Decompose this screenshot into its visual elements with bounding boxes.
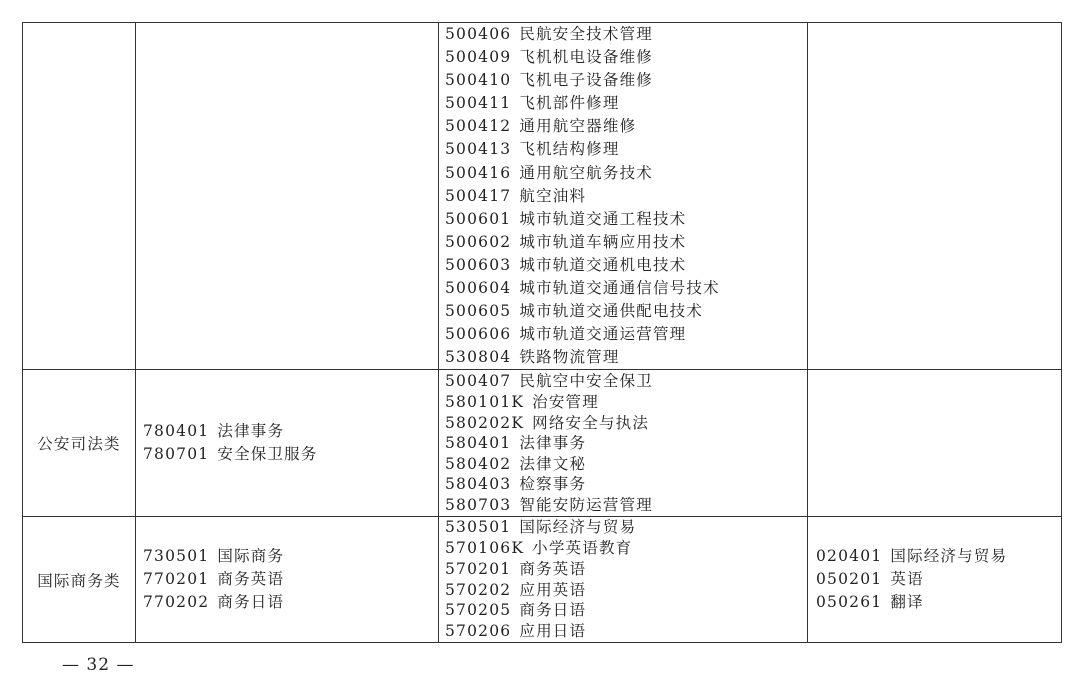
major-code: 500606 (445, 325, 512, 344)
major-item (445, 185, 807, 208)
major-name: 网络安全与执法 (532, 413, 650, 432)
major-item (445, 392, 807, 413)
major-name: 国际经济与贸易 (890, 546, 1008, 565)
major-code: 500409 (445, 48, 512, 67)
major-item (143, 568, 438, 591)
major-code: 780401 (143, 422, 210, 441)
col4-majors-cell (808, 370, 1062, 517)
category-label: 公安司法类 (37, 435, 121, 454)
major-name: 检察事务 (519, 475, 587, 494)
category-label: 国际商务类 (37, 571, 121, 590)
major-list (439, 371, 807, 515)
major-item (445, 433, 807, 454)
major-code: 500416 (445, 163, 512, 182)
major-item (445, 69, 807, 92)
major-name: 城市轨道交通机电技术 (519, 255, 687, 274)
major-item (445, 371, 807, 392)
major-code: 570202 (445, 580, 512, 599)
major-item (445, 23, 807, 46)
major-code: 570206 (445, 621, 512, 640)
major-code: 580403 (445, 475, 512, 494)
major-code: 500410 (445, 71, 512, 90)
col4-majors-cell (808, 517, 1062, 642)
major-code: 770201 (143, 569, 210, 588)
major-name: 国际商务 (217, 546, 285, 565)
major-name: 翻译 (890, 593, 924, 612)
category-cell (23, 23, 136, 370)
major-code: 530501 (445, 518, 512, 537)
major-name: 城市轨道交通通信信号技术 (519, 279, 720, 298)
major-code: 730501 (143, 546, 210, 565)
major-item (143, 420, 438, 443)
major-item (445, 300, 807, 323)
major-code: 500601 (445, 209, 512, 228)
major-code: 580401 (445, 434, 512, 453)
major-code: 570205 (445, 601, 512, 620)
major-name: 智能安防运营管理 (519, 495, 653, 514)
major-code: 050201 (816, 569, 883, 588)
major-item (445, 580, 807, 601)
major-name: 通用航空器维修 (519, 117, 637, 136)
major-item (445, 115, 807, 138)
col3-majors-cell (439, 517, 808, 642)
major-name: 飞机部件修理 (519, 94, 620, 113)
major-name: 城市轨道交通供配电技术 (519, 302, 704, 321)
major-list (439, 23, 807, 369)
major-name: 法律事务 (217, 422, 285, 441)
major-name: 应用英语 (519, 580, 587, 599)
major-name: 商务日语 (217, 593, 285, 612)
col2-majors-cell (136, 370, 439, 517)
major-code: 020401 (816, 546, 883, 565)
category-cell (23, 517, 136, 642)
major-name: 治安管理 (532, 392, 599, 411)
major-name: 飞机电子设备维修 (519, 71, 653, 90)
major-code: 500412 (445, 117, 512, 136)
major-item (445, 92, 807, 115)
major-item (445, 621, 807, 642)
major-list (136, 420, 438, 467)
major-item (445, 138, 807, 161)
major-code: 570201 (445, 559, 512, 578)
major-name: 民航安全技术管理 (519, 25, 653, 43)
page-number: — 32 — (62, 655, 135, 675)
major-name: 商务英语 (519, 559, 587, 578)
major-list (136, 545, 438, 615)
major-item (445, 495, 807, 516)
major-code: 050261 (816, 593, 883, 612)
major-name: 飞机机电设备维修 (519, 48, 653, 67)
table-row (23, 370, 1062, 517)
major-name: 城市轨道车辆应用技术 (519, 232, 687, 251)
major-item (445, 208, 807, 231)
major-code: 770202 (143, 593, 210, 612)
table-row (23, 23, 1062, 370)
major-name: 城市轨道交通运营管理 (519, 325, 687, 344)
major-item (445, 600, 807, 621)
major-code: 500605 (445, 302, 512, 321)
major-item (445, 277, 807, 300)
major-name: 商务日语 (519, 601, 587, 620)
table-row (23, 517, 1062, 642)
major-item (445, 413, 807, 434)
major-code: 530804 (445, 348, 512, 367)
major-name: 英语 (890, 569, 924, 588)
major-item (445, 454, 807, 475)
major-item (816, 568, 1061, 591)
major-code: 780701 (143, 445, 210, 464)
major-item (445, 474, 807, 495)
major-code: 580101K (445, 392, 525, 411)
major-name: 安全保卫服务 (217, 445, 318, 464)
major-code: 500413 (445, 140, 512, 159)
major-item (445, 346, 807, 369)
major-name: 航空油料 (519, 186, 587, 205)
major-name: 应用日语 (519, 621, 587, 640)
major-item (143, 443, 438, 466)
col2-majors-cell (136, 23, 439, 370)
major-item (143, 545, 438, 568)
major-name: 城市轨道交通工程技术 (519, 209, 687, 228)
major-list (439, 517, 807, 641)
major-code: 500411 (445, 94, 512, 113)
major-name: 商务英语 (217, 569, 285, 588)
major-item (816, 545, 1061, 568)
major-code: 580202K (445, 413, 525, 432)
major-code: 500603 (445, 255, 512, 274)
major-item (445, 323, 807, 346)
major-item (445, 517, 807, 538)
major-item (143, 591, 438, 614)
major-name: 法律事务 (519, 434, 587, 453)
major-code: 580703 (445, 495, 512, 514)
category-cell (23, 370, 136, 517)
major-code: 570106K (445, 539, 525, 558)
major-item (445, 46, 807, 69)
major-item (445, 162, 807, 185)
major-name: 民航空中安全保卫 (519, 372, 653, 391)
major-item (445, 231, 807, 254)
major-code: 500602 (445, 232, 512, 251)
major-code: 500407 (445, 372, 512, 391)
major-mapping-table (22, 22, 1062, 643)
col3-majors-cell (439, 370, 808, 517)
major-name: 国际经济与贸易 (519, 518, 637, 537)
major-name: 法律文秘 (519, 454, 587, 473)
major-list (808, 545, 1061, 615)
major-name: 铁路物流管理 (519, 348, 620, 367)
col4-majors-cell (808, 23, 1062, 370)
major-code: 580402 (445, 454, 512, 473)
major-item (445, 538, 807, 559)
major-item (445, 254, 807, 277)
major-item (445, 559, 807, 580)
major-code: 500604 (445, 279, 512, 298)
col2-majors-cell (136, 517, 439, 642)
major-item (816, 591, 1061, 614)
major-name: 通用航空航务技术 (519, 163, 653, 182)
col3-majors-cell (439, 23, 808, 370)
major-code: 500406 (445, 25, 512, 43)
table-body (23, 23, 1062, 643)
major-name: 飞机结构修理 (519, 140, 620, 159)
major-name: 小学英语教育 (532, 539, 633, 558)
major-code: 500417 (445, 186, 512, 205)
